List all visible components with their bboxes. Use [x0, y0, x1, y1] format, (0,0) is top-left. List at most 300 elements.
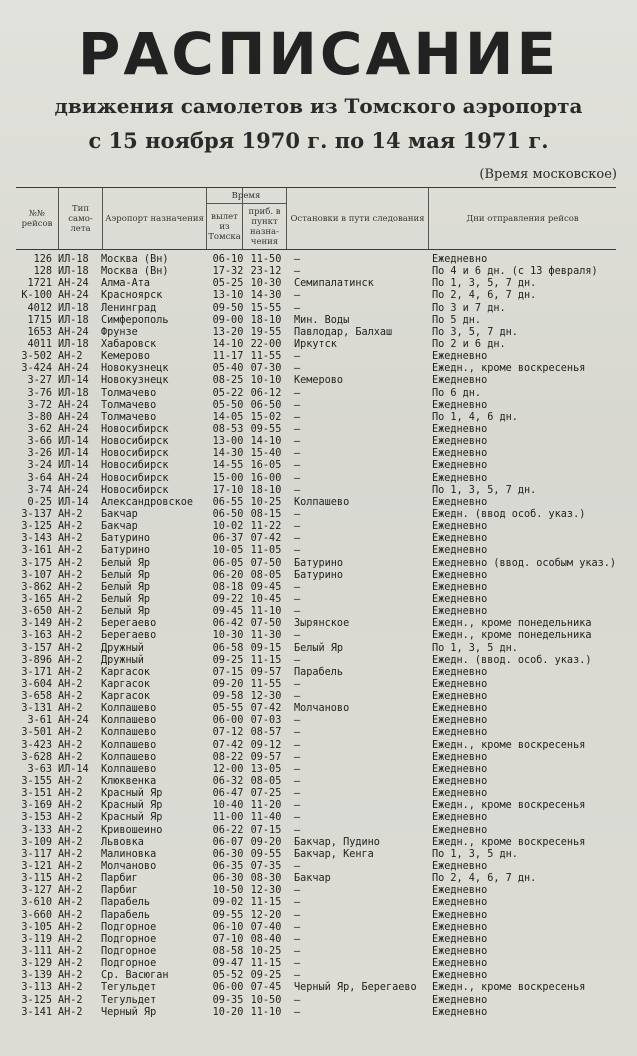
operating-days: Ежедневно [432, 1006, 488, 1018]
aircraft-type: АН-2 [58, 581, 83, 593]
table-row [14, 995, 620, 1007]
arrival-time: 16-00 [250, 472, 282, 484]
arrival-time: 09-12 [250, 739, 282, 751]
table-row [14, 388, 620, 400]
flight-number: 126 [33, 254, 52, 265]
arrival-time: 09-25 [250, 970, 282, 982]
stops: Парабель [294, 666, 344, 678]
arrival-time: 07-42 [250, 703, 282, 715]
departure-time: 17-32 [212, 266, 244, 278]
stops: Иркутск [294, 338, 337, 350]
aircraft-type: АН-2 [58, 970, 83, 982]
stops: Колпашево [294, 496, 350, 508]
arrival-time: 07-45 [250, 982, 282, 994]
header-stops: Остановки в пути следования [290, 213, 425, 224]
departure-time: 10-40 [212, 800, 244, 812]
flight-number: 3-127 [21, 885, 52, 897]
flight-number: 3-660 [21, 909, 52, 921]
arrival-time: 12-30 [250, 691, 282, 703]
table-row [14, 740, 620, 752]
flight-number: 3-26 [27, 448, 52, 460]
operating-days: Ежедневно [432, 691, 488, 703]
stops: — [294, 521, 301, 533]
arrival-time: 09-57 [250, 666, 282, 678]
aircraft-type: ИЛ-18 [58, 254, 89, 265]
departure-time: 06-58 [212, 642, 244, 654]
arrival-time: 07-40 [250, 921, 282, 933]
flight-number: 3-117 [21, 848, 52, 860]
aircraft-type: АН-2 [58, 630, 83, 642]
flight-number: 3-63 [27, 763, 52, 775]
table-row [14, 800, 620, 812]
table-row [14, 327, 620, 339]
aircraft-type: АН-2 [58, 703, 83, 715]
departure-time: 09-45 [212, 606, 244, 618]
stops: — [294, 448, 301, 460]
operating-days: Ежедневно [432, 569, 488, 581]
aircraft-type: АН-2 [58, 557, 83, 569]
departure-time: 14-30 [212, 448, 244, 460]
departure-time: 09-00 [212, 314, 244, 326]
arrival-time: 11-15 [250, 958, 282, 970]
departure-time: 17-10 [212, 484, 244, 496]
arrival-time: 08-05 [250, 776, 282, 788]
arrival-time: 11-22 [250, 521, 282, 533]
arrival-time: 11-05 [250, 545, 282, 557]
operating-days: Ежедн. (ввод. особ. указ.) [432, 654, 592, 666]
departure-time: 10-30 [212, 630, 244, 642]
aircraft-type: АН-24 [58, 472, 89, 484]
aircraft-type: ИЛ-18 [58, 387, 89, 399]
destination: Белый Яр [101, 593, 151, 605]
destination: Дружный [101, 642, 144, 654]
arrival-time: 19-55 [250, 326, 282, 338]
operating-days: Ежедневно [432, 678, 488, 690]
flight-number: 0-25 [27, 496, 52, 508]
table-row [14, 278, 620, 290]
flight-number: 3-157 [21, 642, 52, 654]
aircraft-type: АН-2 [58, 776, 83, 788]
destination: Новосибирск [101, 472, 169, 484]
stops: Белый Яр [294, 642, 344, 654]
destination: Новосибирск [101, 436, 169, 448]
destination: Подгорное [101, 933, 157, 945]
arrival-time: 07-03 [250, 715, 282, 727]
aircraft-type: АН-2 [58, 666, 83, 678]
arrival-time: 10-45 [250, 593, 282, 605]
flight-number: 3-139 [21, 970, 52, 982]
table-row [14, 497, 620, 509]
destination: Дружный [101, 654, 144, 666]
flight-number: 3-129 [21, 958, 52, 970]
destination: Тегульдет [101, 982, 157, 994]
aircraft-type: АН-24 [58, 399, 89, 411]
arrival-time: 12-20 [250, 909, 282, 921]
flight-number: 1721 [27, 278, 52, 290]
destination: Черный Яр [101, 1006, 157, 1018]
operating-days: Ежедневно [432, 254, 488, 265]
table-row [14, 982, 620, 994]
aircraft-type: ИЛ-14 [58, 436, 89, 448]
destination: Белый Яр [101, 581, 151, 593]
table-row [14, 788, 620, 800]
flight-number: 3-64 [27, 472, 52, 484]
table-row [14, 545, 620, 557]
stops: — [294, 751, 301, 763]
table-row [14, 643, 620, 655]
destination: Колпашево [101, 727, 157, 739]
destination: Клюквенка [101, 776, 157, 788]
table-row [14, 910, 620, 922]
stops: — [294, 460, 301, 472]
table-row [14, 885, 620, 897]
destination: Парабель [101, 909, 151, 921]
stops: Черный Яр, Берегаево [294, 982, 417, 994]
stops: — [294, 824, 301, 836]
operating-days: Ежедневно [432, 423, 488, 435]
operating-days: Ежедневно (ввод. особым указ.) [432, 557, 617, 569]
operating-days: Ежедневно [432, 666, 488, 678]
destination: Колпашево [101, 715, 157, 727]
operating-days: Ежедневно [432, 375, 488, 387]
destination: Фрунзе [101, 326, 138, 338]
departure-time: 09-58 [212, 691, 244, 703]
departure-time: 06-10 [212, 921, 244, 933]
aircraft-type: АН-2 [58, 508, 83, 520]
table-row [14, 254, 620, 266]
stops: — [294, 763, 301, 775]
aircraft-type: АН-2 [58, 982, 83, 994]
flight-number: 3-111 [21, 946, 52, 958]
header-aircraft-type: Тип само-лета [68, 203, 93, 234]
stops: — [294, 933, 301, 945]
table-row [14, 849, 620, 861]
departure-time: 11-00 [212, 812, 244, 824]
aircraft-type: АН-2 [58, 885, 83, 897]
departure-time: 09-55 [212, 909, 244, 921]
flight-number: 3-896 [21, 654, 52, 666]
flight-number: 3-80 [27, 411, 52, 423]
table-row [14, 400, 620, 412]
stops: — [294, 958, 301, 970]
aircraft-type: ИЛ-14 [58, 460, 89, 472]
aircraft-type: АН-2 [58, 836, 83, 848]
aircraft-type: АН-2 [58, 569, 83, 581]
stops: — [294, 861, 301, 873]
operating-days: Ежедневно [432, 958, 488, 970]
stops: — [294, 533, 301, 545]
destination: Симферополь [101, 314, 169, 326]
arrival-time: 18-10 [250, 484, 282, 496]
operating-days: По 1, 3, 5, 7 дн. [432, 484, 537, 496]
page-title: РАСПИСАНИЕ [77, 20, 560, 88]
aircraft-type: АН-2 [58, 873, 83, 885]
flight-number: 3-155 [21, 776, 52, 788]
table-row [14, 606, 620, 618]
table-row [14, 460, 620, 472]
operating-days: Ежедневно [432, 399, 488, 411]
destination: Колпашево [101, 739, 157, 751]
table-row [14, 776, 620, 788]
arrival-time: 06-50 [250, 399, 282, 411]
arrival-time: 11-55 [250, 351, 282, 363]
flight-number: 3-149 [21, 618, 52, 630]
aircraft-type: АН-2 [58, 994, 83, 1006]
operating-days: По 6 дн. [432, 387, 482, 399]
departure-time: 06-10 [212, 254, 244, 265]
table-row [14, 715, 620, 727]
aircraft-type: АН-2 [58, 751, 83, 763]
arrival-time: 18-10 [250, 314, 282, 326]
aircraft-type: АН-24 [58, 484, 89, 496]
destination: Александровское [101, 496, 194, 508]
operating-days: Ежедневно [432, 861, 488, 873]
arrival-time: 11-10 [250, 1006, 282, 1018]
table-row [14, 351, 620, 363]
aircraft-type: ИЛ-18 [58, 302, 89, 314]
departure-time: 05-52 [212, 970, 244, 982]
flight-number: 3-161 [21, 545, 52, 557]
arrival-time: 08-30 [250, 873, 282, 885]
arrival-time: 11-10 [250, 606, 282, 618]
table-row [14, 691, 620, 703]
aircraft-type: АН-24 [58, 290, 89, 302]
table-row [14, 837, 620, 849]
flight-number: 3-423 [21, 739, 52, 751]
arrival-time: 07-50 [250, 618, 282, 630]
operating-days: По 2, 4, 6, 7 дн. [432, 290, 537, 302]
arrival-time: 08-15 [250, 508, 282, 520]
stops: — [294, 970, 301, 982]
operating-days: По 1, 3, 5 дн. [432, 642, 518, 654]
departure-time: 13-10 [212, 290, 244, 302]
departure-time: 09-50 [212, 302, 244, 314]
destination: Подгорное [101, 946, 157, 958]
aircraft-type: АН-2 [58, 861, 83, 873]
table-row [14, 655, 620, 667]
departure-time: 06-00 [212, 982, 244, 994]
destination: Подгорное [101, 958, 157, 970]
destination: Львовка [101, 836, 144, 848]
arrival-time: 15-40 [250, 448, 282, 460]
operating-days: Ежедн., кроме воскресенья [432, 836, 586, 848]
arrival-time: 06-12 [250, 387, 282, 399]
flight-number: 3-165 [21, 593, 52, 605]
operating-days: Ежедневно [432, 581, 488, 593]
stops: Семипалатинск [294, 278, 374, 290]
flight-number: 3-119 [21, 933, 52, 945]
destination: Красноярск [101, 290, 163, 302]
operating-days: Ежедн., кроме воскресенья [432, 739, 586, 751]
destination: Каргасок [101, 691, 151, 703]
arrival-time: 10-25 [250, 496, 282, 508]
arrival-time: 14-10 [250, 436, 282, 448]
table-row [14, 412, 620, 424]
table-row [14, 630, 620, 642]
arrival-time: 10-50 [250, 994, 282, 1006]
stops: — [294, 606, 301, 618]
flight-number: К-100 [21, 290, 52, 302]
stops: — [294, 776, 301, 788]
stops: — [294, 654, 301, 666]
operating-days: По 2 и 6 дн. [432, 338, 506, 350]
flight-number: 3-24 [27, 460, 52, 472]
destination: Толмачево [101, 399, 157, 411]
operating-days: По 5 дн. [432, 314, 482, 326]
operating-days: Ежедн., кроме понедельника [432, 630, 592, 642]
aircraft-type: АН-2 [58, 897, 83, 909]
stops: — [294, 1006, 301, 1018]
destination: Новокузнецк [101, 375, 169, 387]
table-row [14, 618, 620, 630]
table-row [14, 703, 620, 715]
aircraft-type: АН-24 [58, 411, 89, 423]
table-row [14, 558, 620, 570]
destination: Подгорное [101, 921, 157, 933]
table-header [16, 187, 616, 250]
stops: — [294, 897, 301, 909]
aircraft-type: АН-2 [58, 788, 83, 800]
departure-time: 09-25 [212, 654, 244, 666]
operating-days: Ежедневно [432, 994, 488, 1006]
flight-number: 3-151 [21, 788, 52, 800]
departure-time: 09-22 [212, 593, 244, 605]
operating-days: Ежедневно [432, 351, 488, 363]
departure-time: 06-00 [212, 715, 244, 727]
operating-days: Ежедн., кроме понедельника [432, 618, 592, 630]
aircraft-type: АН-2 [58, 946, 83, 958]
table-row [14, 485, 620, 497]
arrival-time: 12-30 [250, 885, 282, 897]
stops: — [294, 678, 301, 690]
table-row [14, 667, 620, 679]
flight-number: 3-105 [21, 921, 52, 933]
operating-days: Ежедневно [432, 448, 488, 460]
departure-time: 06-50 [212, 508, 244, 520]
table-row [14, 473, 620, 485]
destination: Батурино [101, 545, 151, 557]
destination: Алма-Ата [101, 278, 151, 290]
header-days: Дни отправления рейсов [466, 213, 579, 224]
table-row [14, 436, 620, 448]
table-row [14, 315, 620, 327]
aircraft-type: АН-24 [58, 715, 89, 727]
operating-days: Ежедневно [432, 436, 488, 448]
arrival-time: 15-02 [250, 411, 282, 423]
stops: — [294, 363, 301, 375]
arrival-time: 11-15 [250, 654, 282, 666]
departure-time: 07-12 [212, 727, 244, 739]
operating-days: По 3 и 7 дн. [432, 302, 506, 314]
aircraft-type: ИЛ-18 [58, 266, 89, 278]
table-row [14, 363, 620, 375]
table-row [14, 533, 620, 545]
flight-number: 3-62 [27, 423, 52, 435]
operating-days: Ежедн., кроме воскресенья [432, 982, 586, 994]
operating-days: По 1, 3, 5, 7 дн. [432, 278, 537, 290]
departure-time: 15-00 [212, 472, 244, 484]
stops: — [294, 387, 301, 399]
flight-number: 3-169 [21, 800, 52, 812]
arrival-time: 07-50 [250, 557, 282, 569]
flight-number: 3-72 [27, 399, 52, 411]
departure-time: 06-32 [212, 776, 244, 788]
flight-number: 4012 [27, 302, 52, 314]
schedule-table [14, 254, 620, 1019]
header-time: Время [231, 190, 261, 201]
flight-number: 3-153 [21, 812, 52, 824]
stops: — [294, 727, 301, 739]
table-row [14, 970, 620, 982]
operating-days: Ежедневно [432, 776, 488, 788]
operating-days: Ежедневно [432, 885, 488, 897]
departure-time: 09-47 [212, 958, 244, 970]
stops: Бакчар [294, 873, 331, 885]
destination: Толмачево [101, 387, 157, 399]
stops: — [294, 691, 301, 703]
destination: Красный Яр [101, 812, 163, 824]
arrival-time: 10-10 [250, 375, 282, 387]
flight-number: 3-74 [27, 484, 52, 496]
departure-time: 06-35 [212, 861, 244, 873]
stops: — [294, 545, 301, 557]
stops: — [294, 411, 301, 423]
stops: Кемерово [294, 375, 344, 387]
stops: — [294, 921, 301, 933]
table-row [14, 594, 620, 606]
departure-time: 05-25 [212, 278, 244, 290]
arrival-time: 09-20 [250, 836, 282, 848]
arrival-time: 11-20 [250, 800, 282, 812]
table-row [14, 958, 620, 970]
operating-days: Ежедневно [432, 533, 488, 545]
arrival-time: 14-30 [250, 290, 282, 302]
flight-number: 3-131 [21, 703, 52, 715]
table-row [14, 303, 620, 315]
destination: Хабаровск [101, 338, 157, 350]
destination: Берегаево [101, 618, 157, 630]
destination: Малиновка [101, 848, 157, 860]
aircraft-type: АН-2 [58, 654, 83, 666]
destination: Тегульдет [101, 994, 157, 1006]
operating-days: Ежедневно [432, 593, 488, 605]
operating-days: Ежедневно [432, 606, 488, 618]
departure-time: 08-25 [212, 375, 244, 387]
operating-days: Ежедн. (ввод особ. указ.) [432, 508, 586, 520]
stops: — [294, 800, 301, 812]
aircraft-type: АН-2 [58, 606, 83, 618]
stops: Бакчар, Пудино [294, 836, 380, 848]
table-row [14, 727, 620, 739]
arrival-time: 13-05 [250, 763, 282, 775]
stops: Мин. Воды [294, 314, 350, 326]
stops: — [294, 909, 301, 921]
destination: Каргасок [101, 678, 151, 690]
flight-number: 3-628 [21, 751, 52, 763]
operating-days: Ежедневно [432, 897, 488, 909]
table-row [14, 764, 620, 776]
destination: Батурино [101, 533, 151, 545]
table-row [14, 679, 620, 691]
operating-days: Ежедневно [432, 933, 488, 945]
departure-time: 07-42 [212, 739, 244, 751]
flight-number: 3-125 [21, 521, 52, 533]
destination: Новосибирск [101, 460, 169, 472]
departure-time: 09-35 [212, 994, 244, 1006]
table-row [14, 509, 620, 521]
departure-time: 06-07 [212, 836, 244, 848]
destination: Каргасок [101, 666, 151, 678]
